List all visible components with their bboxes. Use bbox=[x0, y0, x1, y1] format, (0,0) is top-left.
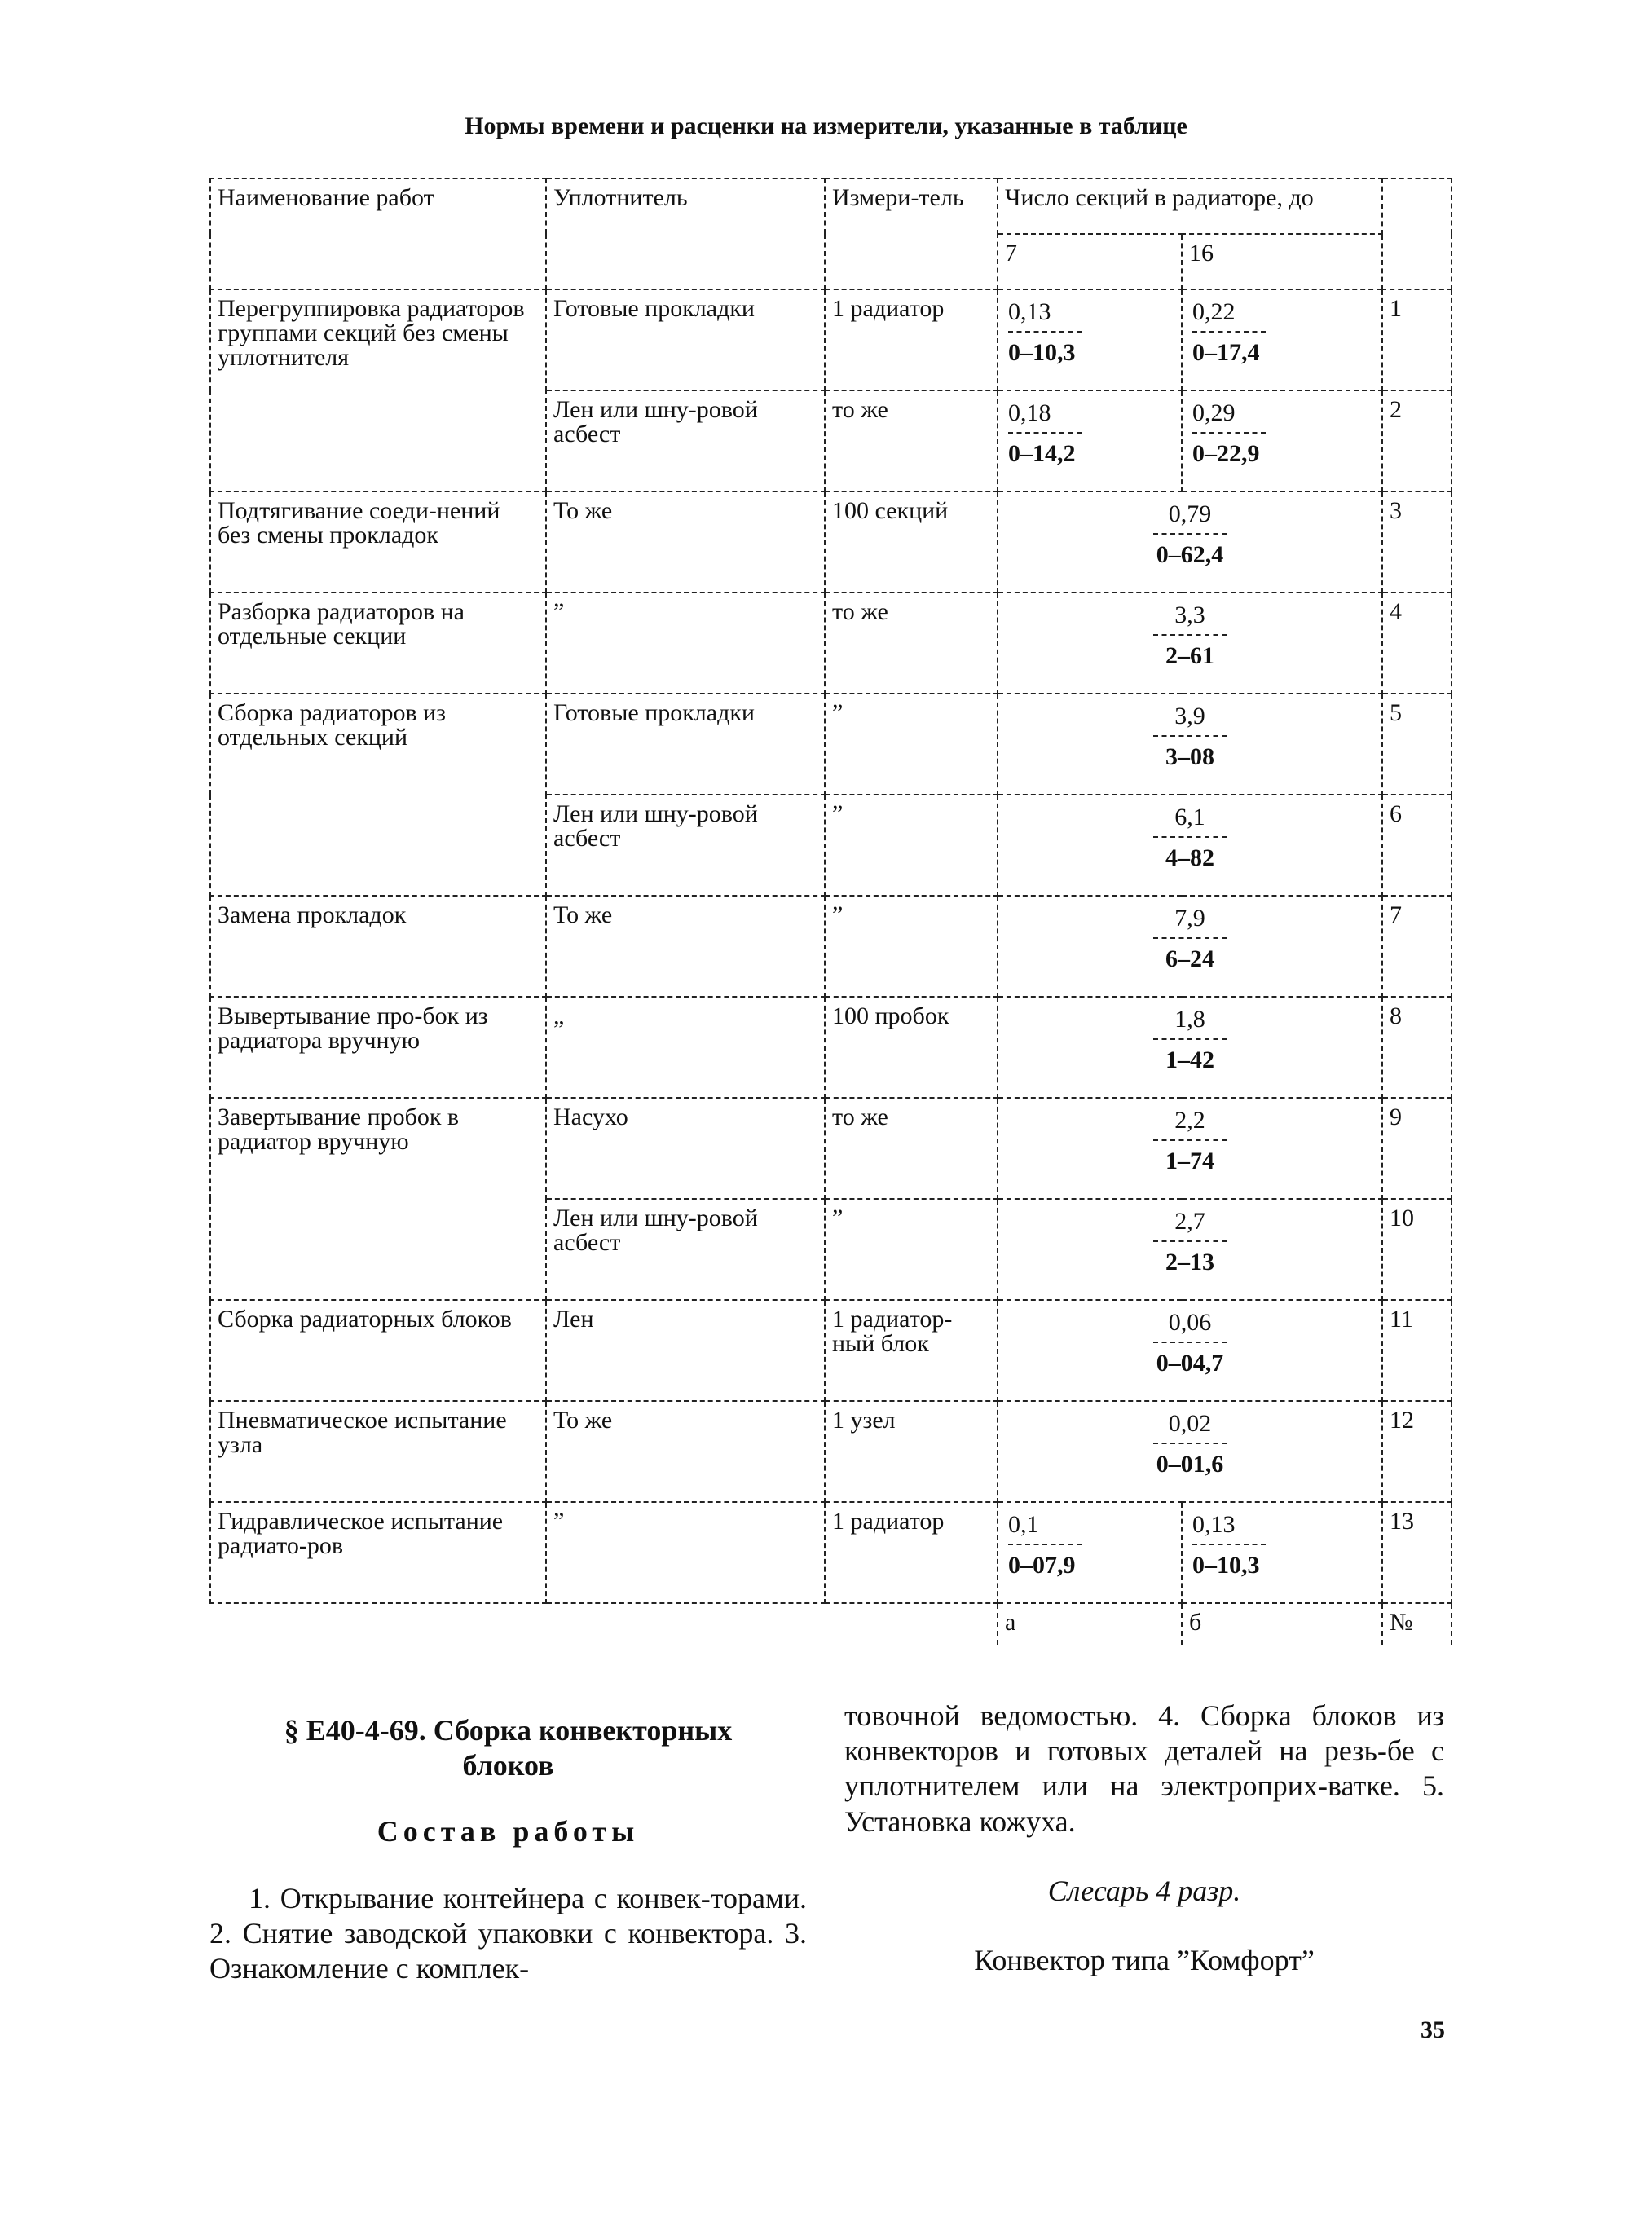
unit: 100 пробок bbox=[825, 997, 998, 1098]
merged-norm: 2,7 bbox=[1174, 1208, 1205, 1235]
work-name: Вывертывание про-бок из радиатора вручную bbox=[210, 997, 546, 1098]
unit: 1 узел bbox=[825, 1401, 998, 1502]
merged-rate: 1–42 bbox=[1153, 1038, 1227, 1073]
header-sealant: Уплотнитель bbox=[546, 178, 825, 289]
header-sections: Число секций в радиаторе, до bbox=[998, 178, 1382, 234]
row-number: 4 bbox=[1382, 593, 1452, 694]
work-name: Разборка радиаторов на отдельные секции bbox=[210, 593, 546, 694]
unit: то же bbox=[825, 1098, 998, 1199]
work-name: Перегруппировка радиаторов группами секций без смены уплотнителя bbox=[210, 289, 546, 491]
sec16-norm: 0,13 bbox=[1192, 1511, 1236, 1538]
sealant: Лен bbox=[546, 1300, 825, 1401]
merged-rate: 2–61 bbox=[1153, 634, 1227, 668]
sealant: ” bbox=[546, 1502, 825, 1603]
header-sec-16: 16 bbox=[1182, 234, 1382, 289]
sec16-value-cell bbox=[1182, 390, 1382, 491]
header-name: Наименование работ bbox=[210, 178, 546, 289]
sec7-rate: 0–07,9 bbox=[1008, 1544, 1082, 1578]
unit: ” bbox=[825, 795, 998, 896]
merged-value-cell bbox=[998, 1300, 1382, 1401]
merged-value-cell bbox=[998, 1199, 1382, 1300]
sec16-norm: 0,29 bbox=[1192, 399, 1236, 426]
sec16-rate: 0–10,3 bbox=[1192, 1544, 1266, 1578]
unit: ” bbox=[825, 1199, 998, 1300]
section-title: § Е40-4-69. Сборка конвекторных блоков bbox=[284, 1714, 733, 1782]
merged-rate: 0–62,4 bbox=[1153, 533, 1227, 567]
convector-type: Конвектор типа ”Комфорт” bbox=[974, 1943, 1315, 1976]
sec16-rate: 0–22,9 bbox=[1192, 432, 1266, 466]
table-row bbox=[210, 1502, 1452, 1603]
merged-rate: 4–82 bbox=[1153, 836, 1227, 870]
sec16-rate: 0–17,4 bbox=[1192, 331, 1266, 365]
merged-value-cell bbox=[998, 593, 1382, 694]
merged-value-cell bbox=[998, 997, 1382, 1098]
merged-rate: 2–13 bbox=[1153, 1240, 1227, 1275]
section-right bbox=[844, 1698, 1444, 1978]
merged-norm: 0,79 bbox=[1168, 500, 1212, 527]
sealant: „ bbox=[546, 997, 825, 1098]
section-subtitle: Состав работы bbox=[377, 1815, 640, 1848]
work-name: Замена прокладок bbox=[210, 896, 546, 997]
sealant: Готовые прокладки bbox=[546, 694, 825, 795]
table-row bbox=[210, 896, 1452, 997]
merged-rate: 1–74 bbox=[1153, 1139, 1227, 1174]
table-row bbox=[210, 593, 1452, 694]
sec7-norm: 0,1 bbox=[1008, 1511, 1039, 1538]
merged-rate: 6–24 bbox=[1153, 937, 1227, 972]
sec16-value-cell bbox=[1182, 289, 1382, 390]
sec7-norm: 0,18 bbox=[1008, 399, 1051, 426]
table-row bbox=[210, 694, 1452, 795]
merged-value-cell bbox=[998, 694, 1382, 795]
merged-value-cell bbox=[998, 1098, 1382, 1199]
sealant: Насухо bbox=[546, 1098, 825, 1199]
row-number: 2 bbox=[1382, 390, 1452, 491]
section-para-2: товочной ведомостью. 4. Сборка блоков из конвекторов и готовых деталей на резь-бе с уплотнителем или на электроприх-ватке. 5. Установка кожуха. bbox=[844, 1699, 1444, 1838]
norms-table bbox=[209, 178, 1452, 1645]
sealant: Лен или шну-ровой асбест bbox=[546, 1199, 825, 1300]
merged-norm: 1,8 bbox=[1174, 1006, 1205, 1033]
row-number: 9 bbox=[1382, 1098, 1452, 1199]
merged-rate: 0–04,7 bbox=[1153, 1342, 1227, 1376]
sealant: Лен или шну-ровой асбест bbox=[546, 390, 825, 491]
table-row bbox=[210, 289, 1452, 390]
page-title: Нормы времени и расценки на измерители, указанные в таблице bbox=[465, 112, 1187, 139]
merged-value-cell bbox=[998, 1401, 1382, 1502]
merged-rate: 0–01,6 bbox=[1153, 1443, 1227, 1477]
sealant: Лен или шну-ровой асбест bbox=[546, 795, 825, 896]
table-row bbox=[210, 997, 1452, 1098]
unit: то же bbox=[825, 390, 998, 491]
unit: то же bbox=[825, 593, 998, 694]
footer-col-b: б bbox=[1182, 1603, 1382, 1645]
table-row bbox=[210, 491, 1452, 593]
page-number: 35 bbox=[1421, 2016, 1445, 2043]
footer-col-no: № bbox=[1382, 1603, 1452, 1645]
work-name: Пневматическое испытание узла bbox=[210, 1401, 546, 1502]
footer-blank bbox=[210, 1603, 998, 1645]
table-row bbox=[210, 1401, 1452, 1502]
merged-norm: 6,1 bbox=[1174, 804, 1205, 831]
section-left bbox=[209, 1713, 807, 1986]
sec16-norm: 0,22 bbox=[1192, 298, 1236, 325]
sec7-value-cell bbox=[998, 1502, 1182, 1603]
sec7-norm: 0,13 bbox=[1008, 298, 1051, 325]
merged-norm: 0,06 bbox=[1168, 1309, 1212, 1336]
unit: ” bbox=[825, 896, 998, 997]
unit: 100 секций bbox=[825, 491, 998, 593]
work-name: Завертывание пробок в радиатор вручную bbox=[210, 1098, 546, 1300]
row-number: 8 bbox=[1382, 997, 1452, 1098]
header-sec-7: 7 bbox=[998, 234, 1182, 289]
row-number: 7 bbox=[1382, 896, 1452, 997]
merged-value-cell bbox=[998, 795, 1382, 896]
worker-rank: Слесарь 4 разр. bbox=[1047, 1874, 1241, 1907]
unit: 1 радиатор bbox=[825, 1502, 998, 1603]
sec16-value-cell bbox=[1182, 1502, 1382, 1603]
row-number: 12 bbox=[1382, 1401, 1452, 1502]
merged-norm: 0,02 bbox=[1168, 1410, 1212, 1437]
unit: 1 радиатор bbox=[825, 289, 998, 390]
work-name: Сборка радиаторов из отдельных секций bbox=[210, 694, 546, 896]
merged-value-cell bbox=[998, 491, 1382, 593]
work-name: Гидравлическое испытание радиато-ров bbox=[210, 1502, 546, 1603]
table-row bbox=[210, 1300, 1452, 1401]
unit: ” bbox=[825, 694, 998, 795]
row-number: 3 bbox=[1382, 491, 1452, 593]
row-number: 1 bbox=[1382, 289, 1452, 390]
merged-norm: 3,9 bbox=[1174, 703, 1205, 729]
merged-norm: 3,3 bbox=[1174, 601, 1205, 628]
sealant: Готовые прокладки bbox=[546, 289, 825, 390]
sealant: То же bbox=[546, 1401, 825, 1502]
header-no-blank bbox=[1382, 178, 1452, 289]
unit: 1 радиатор-ный блок bbox=[825, 1300, 998, 1401]
merged-value-cell bbox=[998, 896, 1382, 997]
merged-norm: 2,2 bbox=[1174, 1107, 1205, 1134]
sec7-rate: 0–10,3 bbox=[1008, 331, 1082, 365]
sec7-value-cell bbox=[998, 390, 1182, 491]
row-number: 5 bbox=[1382, 694, 1452, 795]
work-name: Подтягивание соеди-нений без смены прокладок bbox=[210, 491, 546, 593]
sealant: То же bbox=[546, 491, 825, 593]
merged-rate: 3–08 bbox=[1153, 735, 1227, 769]
row-number: 10 bbox=[1382, 1199, 1452, 1300]
section-para-1: 1. Открывание контейнера с конвек-торами. 2. Снятие заводской упаковки с конвектора. 3. Ознакомление с комплек- bbox=[209, 1881, 807, 1985]
row-number: 6 bbox=[1382, 795, 1452, 896]
work-name: Сборка радиаторных блоков bbox=[210, 1300, 546, 1401]
column-index-row bbox=[210, 1603, 1452, 1645]
table-row bbox=[210, 1098, 1452, 1199]
row-number: 11 bbox=[1382, 1300, 1452, 1401]
header-unit: Измери-тель bbox=[825, 178, 998, 289]
sec7-value-cell bbox=[998, 289, 1182, 390]
merged-norm: 7,9 bbox=[1174, 905, 1205, 932]
sec7-rate: 0–14,2 bbox=[1008, 432, 1082, 466]
row-number: 13 bbox=[1382, 1502, 1452, 1603]
sealant: ” bbox=[546, 593, 825, 694]
footer-col-a: а bbox=[998, 1603, 1182, 1645]
sealant: То же bbox=[546, 896, 825, 997]
